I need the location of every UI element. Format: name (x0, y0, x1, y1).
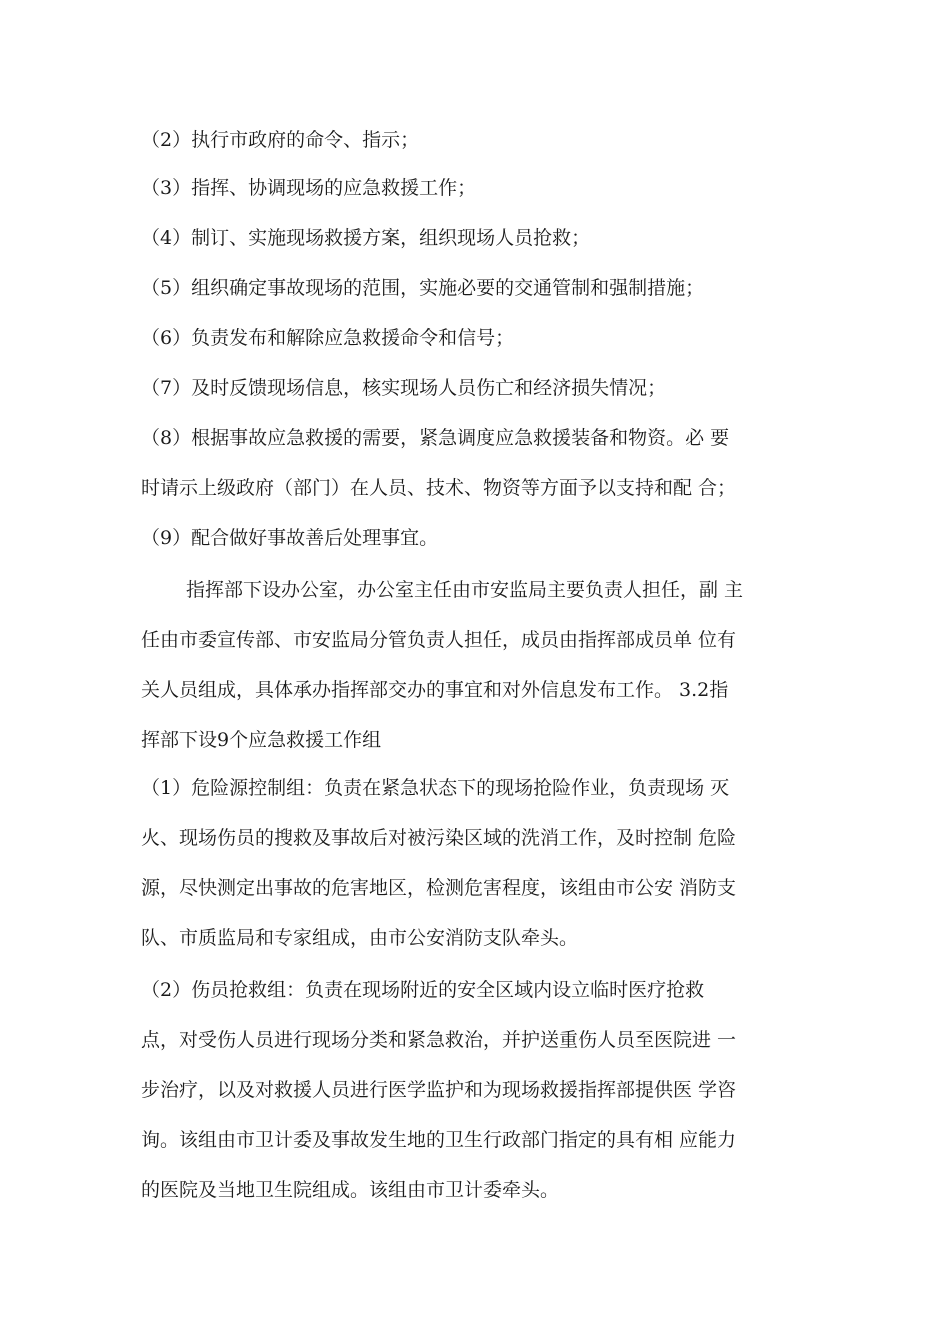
text-line-3: （4）制订、实施现场救援方案，组织现场人员抢救； (141, 227, 591, 249)
text-line-14: （1）危险源控制组：负责在紧急状态下的现场抢险作业，负责现场 灭 (141, 777, 730, 799)
text-line-19: 点，对受伤人员进行现场分类和紧急救治，并护送重伤人员至医院进 一 (141, 1029, 737, 1051)
text-line-8: 时请示上级政府（部门）在人员、技术、物资等方面予以支持和配 合； (141, 477, 737, 499)
text-line-21: 询。该组由市卫计委及事故发生地的卫生行政部门指定的具有相 应能力 (141, 1129, 737, 1151)
text-line-9: （9）配合做好事故善后处理事宜。 (141, 527, 439, 549)
text-line-15: 火、现场伤员的搜救及事故后对被污染区域的洗消工作，及时控制 危险 (141, 827, 737, 849)
text-line-20: 步治疗，以及对救援人员进行医学监护和为现场救援指挥部提供医 学咨 (141, 1079, 737, 1101)
text-line-22: 的医院及当地卫生院组成。该组由市卫计委牵头。 (141, 1179, 560, 1201)
text-line-13: 挥部下设9个应急救援工作组 (141, 729, 382, 751)
text-line-10: 指挥部下设办公室，办公室主任由市安监局主要负责人担任，副 主 (186, 579, 744, 601)
text-line-18: （2）伤员抢救组：负责在现场附近的安全区域内设立临时医疗抢救 (141, 979, 705, 1001)
text-line-5: （6）负责发布和解除应急救援命令和信号； (141, 327, 515, 349)
text-line-2: （3）指挥、协调现场的应急救援工作； (141, 177, 477, 199)
text-line-1: （2）执行市政府的命令、指示； (141, 129, 420, 151)
text-line-6: （7）及时反馈现场信息，核实现场人员伤亡和经济损失情况； (141, 377, 667, 399)
text-line-11: 任由市委宣传部、市安监局分管负责人担任，成员由指挥部成员单 位有 (141, 629, 737, 651)
text-line-16: 源，尽快测定出事故的危害地区，检测危害程度，该组由市公安 消防支 (141, 877, 737, 899)
text-line-4: （5）组织确定事故现场的范围，实施必要的交通管制和强制措施； (141, 277, 705, 299)
text-line-12: 关人员组成，具体承办指挥部交办的事宜和对外信息发布工作。 3.2指 (141, 679, 729, 701)
text-line-7: （8）根据事故应急救援的需要，紧急调度应急救援装备和物资。必 要 (141, 427, 730, 449)
text-line-17: 队、市质监局和专家组成，由市公安消防支队牵头。 (141, 927, 579, 949)
